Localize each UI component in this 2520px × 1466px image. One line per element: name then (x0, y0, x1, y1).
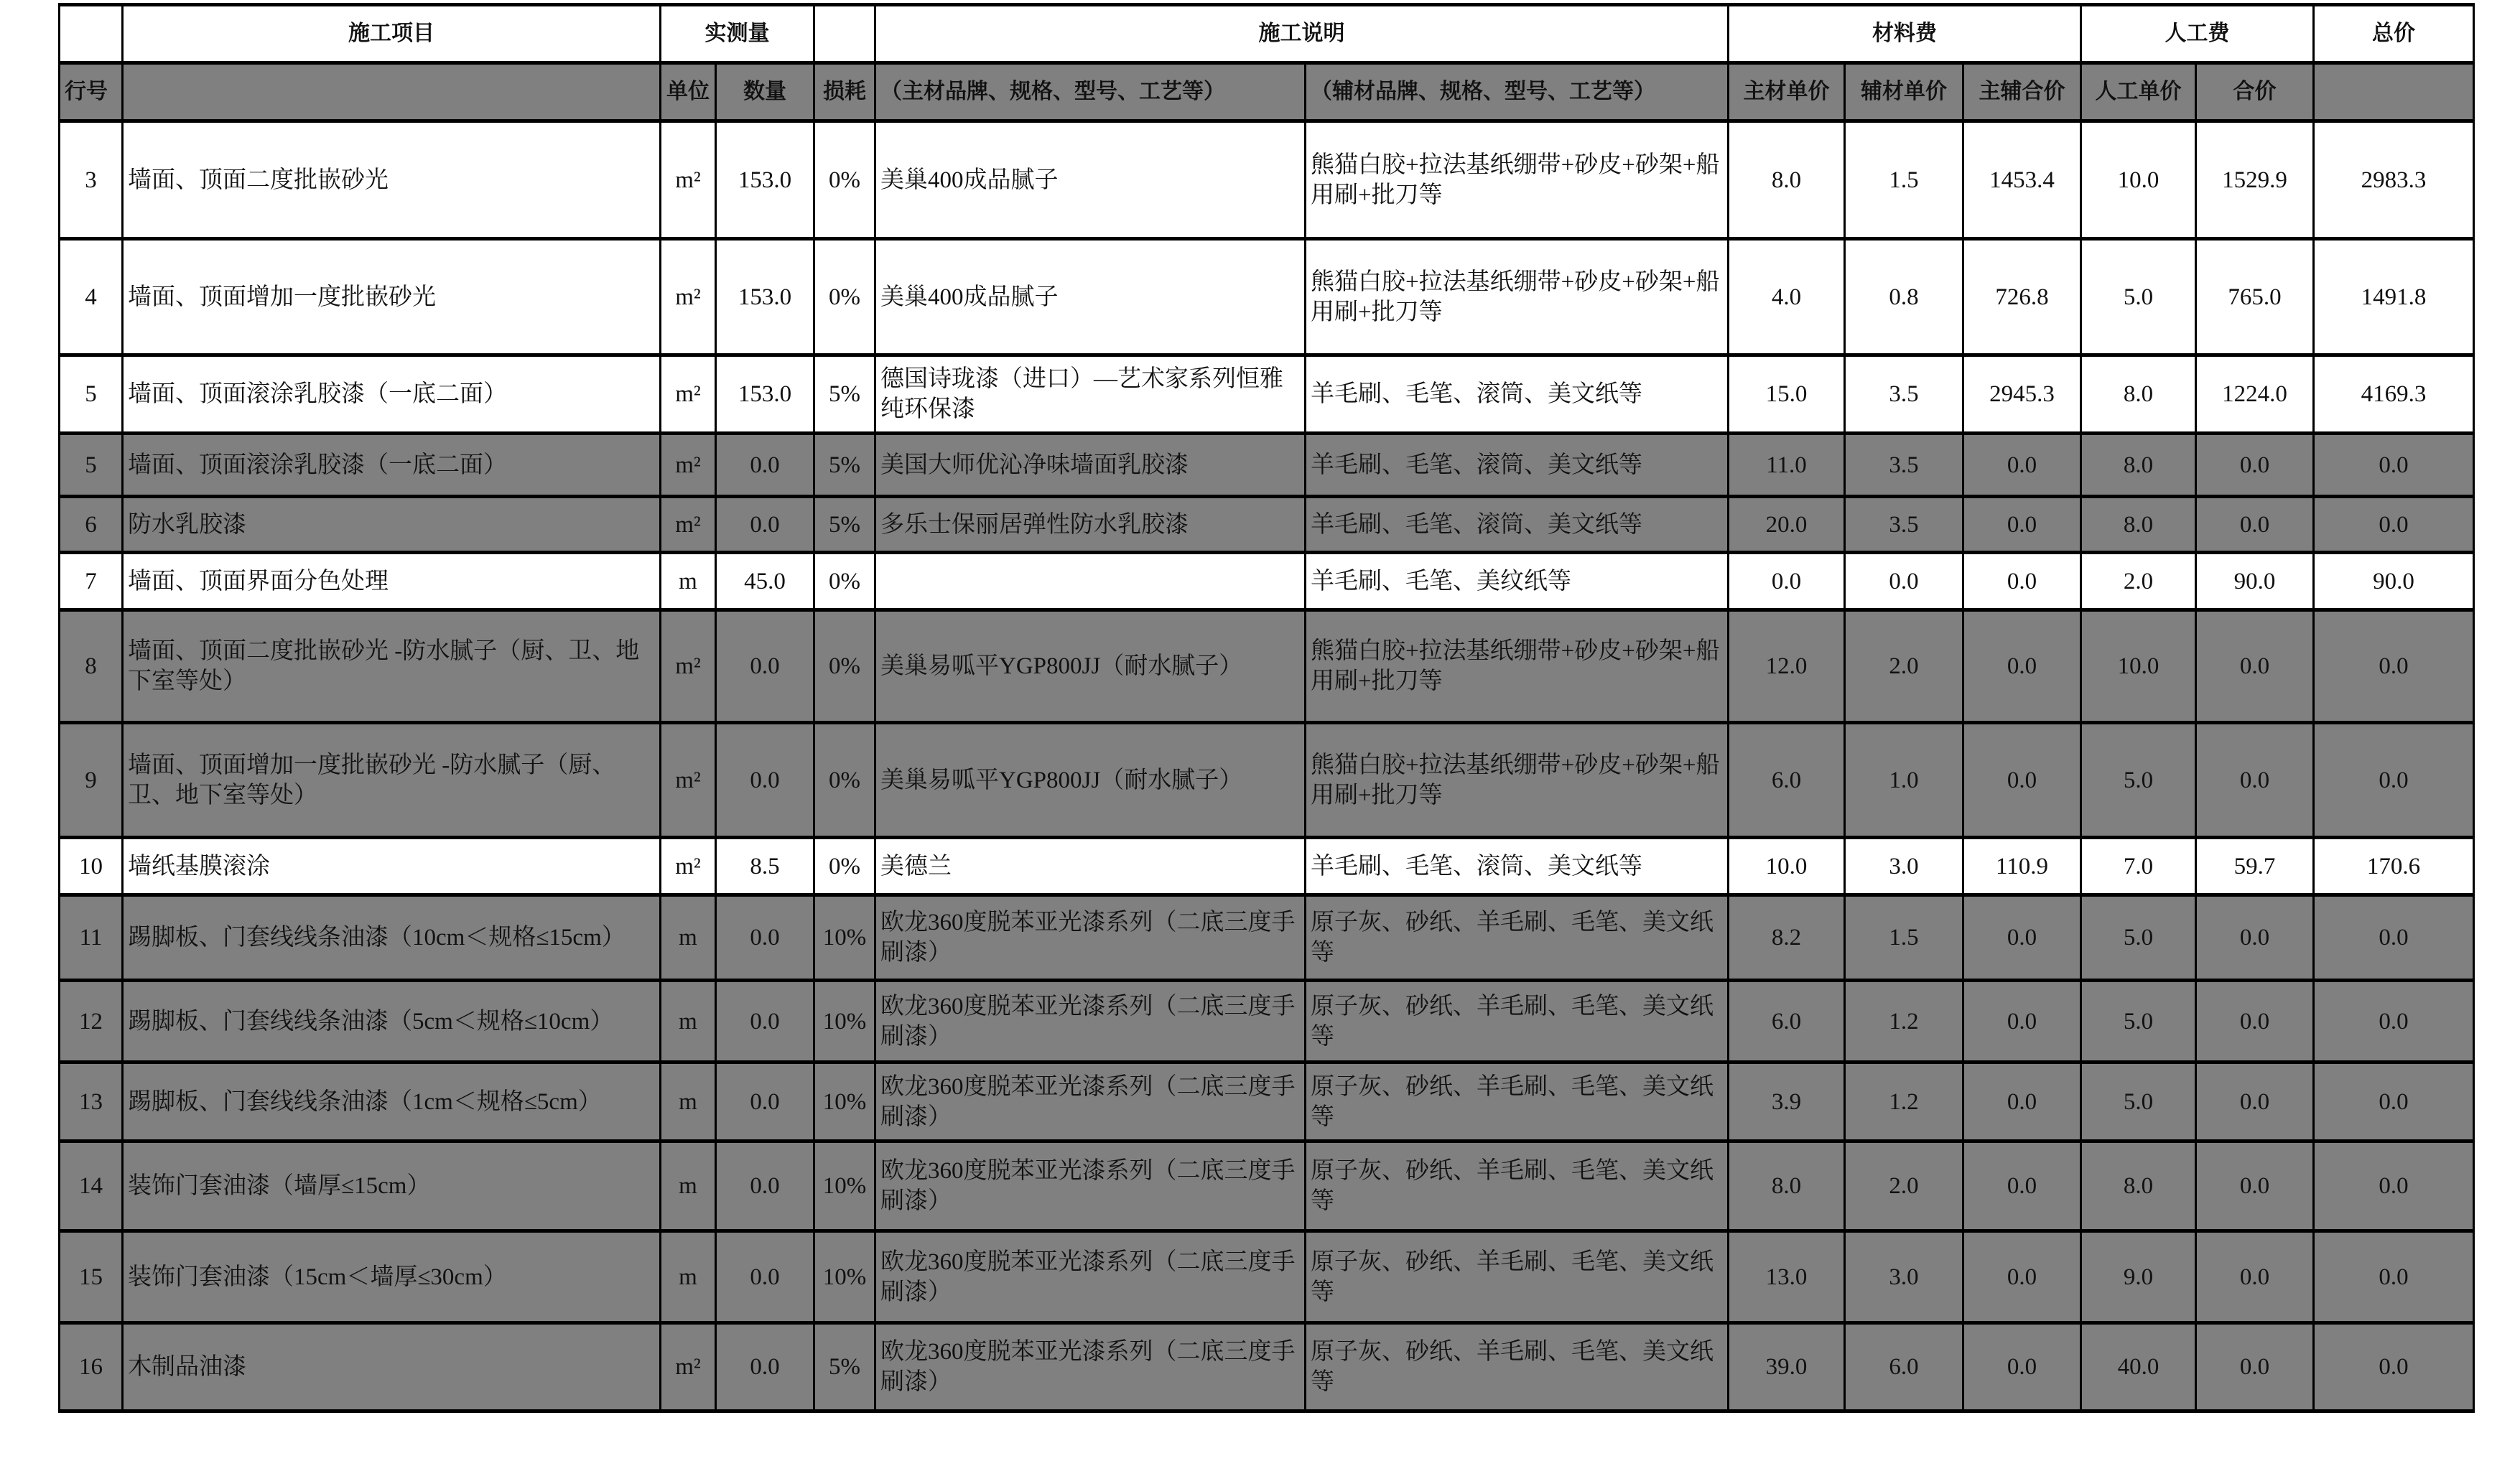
cell-quantity: 45.0 (716, 553, 814, 610)
cell-item-name: 踢脚板、门套线线条油漆（5cm＜规格≤10cm） (123, 981, 661, 1063)
cell-unit: m (661, 1063, 716, 1141)
quote-table (58, 3, 2475, 1413)
cell-main-price: 20.0 (1729, 497, 1845, 553)
cell-item-name: 装饰门套油漆（15cm＜墙厚≤30cm） (123, 1231, 661, 1323)
cell-labor-price: 5.0 (2081, 723, 2196, 838)
cell-total-price: 0.0 (2314, 1141, 2474, 1231)
cell-unit: m (661, 1141, 716, 1231)
cell-labor-sum: 0.0 (2196, 1063, 2314, 1141)
cell-unit: m² (661, 121, 716, 239)
cell-aux-material: 原子灰、砂纸、羊毛刷、毛笔、美文纸等 (1306, 981, 1729, 1063)
cell-item-name: 墙纸基膜滚涂 (123, 838, 661, 895)
cell-row-number: 11 (60, 895, 123, 981)
cell-main-price: 8.0 (1729, 121, 1845, 239)
cell-loss: 5% (814, 1323, 875, 1411)
cell-total-price: 0.0 (2314, 434, 2474, 497)
cell-unit: m² (661, 497, 716, 553)
header-material: 材料费 (1729, 5, 2081, 63)
cell-loss: 10% (814, 895, 875, 981)
cell-labor-price: 7.0 (2081, 838, 2196, 895)
cell-item-name: 踢脚板、门套线线条油漆（1cm＜规格≤5cm） (123, 1063, 661, 1141)
cell-main-material: 欧龙360度脱苯亚光漆系列（二底三度手刷漆） (875, 981, 1306, 1063)
cell-main-material: 美巢400成品腻子 (875, 239, 1306, 355)
header-loss: 损耗 (814, 63, 875, 121)
cell-material-sum: 0.0 (1963, 1063, 2081, 1141)
cell-main-material: 欧龙360度脱苯亚光漆系列（二底三度手刷漆） (875, 1323, 1306, 1411)
cell-loss: 5% (814, 434, 875, 497)
cell-main-price: 13.0 (1729, 1231, 1845, 1323)
cell-aux-material: 熊猫白胶+拉法基纸绷带+砂皮+砂架+船用刷+批刀等 (1306, 121, 1729, 239)
cell-main-material: 德国诗珑漆（进口）—艺术家系列恒雅纯环保漆 (875, 355, 1306, 434)
cell-unit: m (661, 981, 716, 1063)
cell-material-sum: 0.0 (1963, 1141, 2081, 1231)
cell-quantity: 153.0 (716, 239, 814, 355)
cell-labor-price: 5.0 (2081, 895, 2196, 981)
cell-labor-sum: 0.0 (2196, 1231, 2314, 1323)
cell-aux-material: 羊毛刷、毛笔、美纹纸等 (1306, 553, 1729, 610)
cell-aux-material: 羊毛刷、毛笔、滚筒、美文纸等 (1306, 355, 1729, 434)
cell-row-number: 9 (60, 723, 123, 838)
cell-main-material: 多乐士保丽居弹性防水乳胶漆 (875, 497, 1306, 553)
cell-labor-sum: 0.0 (2196, 895, 2314, 981)
header-labor: 人工费 (2081, 5, 2314, 63)
header-main-material: （主材品牌、规格、型号、工艺等） (875, 63, 1306, 121)
cell-total-price: 1491.8 (2314, 239, 2474, 355)
cell-aux-price: 3.0 (1845, 1231, 1963, 1323)
cell-quantity: 0.0 (716, 610, 814, 723)
cell-material-sum: 1453.4 (1963, 121, 2081, 239)
cell-loss: 10% (814, 1141, 875, 1231)
cell-aux-price: 1.5 (1845, 121, 1963, 239)
cell-row-number: 12 (60, 981, 123, 1063)
cell-loss: 0% (814, 838, 875, 895)
cell-loss: 10% (814, 1231, 875, 1323)
cell-labor-sum: 0.0 (2196, 981, 2314, 1063)
cell-aux-material: 原子灰、砂纸、羊毛刷、毛笔、美文纸等 (1306, 1141, 1729, 1231)
cell-unit: m (661, 553, 716, 610)
cell-labor-sum: 0.0 (2196, 1141, 2314, 1231)
cell-item-name: 墙面、顶面二度批嵌砂光 -防水腻子（厨、卫、地下室等处） (123, 610, 661, 723)
cell-unit: m² (661, 355, 716, 434)
cell-aux-price: 0.0 (1845, 553, 1963, 610)
cell-unit: m² (661, 434, 716, 497)
table-row (60, 553, 2474, 610)
header-total-blank (2314, 63, 2474, 121)
cell-row-number: 13 (60, 1063, 123, 1141)
header-row-groups (60, 5, 2474, 63)
header-main-price: 主材单价 (1729, 63, 1845, 121)
cell-aux-material: 原子灰、砂纸、羊毛刷、毛笔、美文纸等 (1306, 895, 1729, 981)
cell-aux-price: 2.0 (1845, 610, 1963, 723)
table-row (60, 723, 2474, 838)
cell-item-name: 墙面、顶面增加一度批嵌砂光 (123, 239, 661, 355)
cell-loss: 0% (814, 121, 875, 239)
cell-item-name: 墙面、顶面增加一度批嵌砂光 -防水腻子（厨、卫、地下室等处） (123, 723, 661, 838)
cell-aux-material: 原子灰、砂纸、羊毛刷、毛笔、美文纸等 (1306, 1063, 1729, 1141)
cell-main-price: 15.0 (1729, 355, 1845, 434)
cell-row-number: 3 (60, 121, 123, 239)
cell-quantity: 0.0 (716, 434, 814, 497)
cell-labor-price: 8.0 (2081, 434, 2196, 497)
cell-loss: 0% (814, 239, 875, 355)
table-row (60, 1141, 2474, 1231)
cell-main-material: 美德兰 (875, 838, 1306, 895)
header-aux-price: 辅材单价 (1845, 63, 1963, 121)
header-aux-material: （辅材品牌、规格、型号、工艺等） (1306, 63, 1729, 121)
cell-unit: m (661, 1231, 716, 1323)
cell-labor-price: 2.0 (2081, 553, 2196, 610)
header-item: 施工项目 (123, 5, 661, 63)
cell-labor-price: 9.0 (2081, 1231, 2196, 1323)
cell-main-material: 欧龙360度脱苯亚光漆系列（二底三度手刷漆） (875, 1231, 1306, 1323)
cell-item-name: 防水乳胶漆 (123, 497, 661, 553)
cell-aux-price: 1.2 (1845, 981, 1963, 1063)
cell-main-material: 欧龙360度脱苯亚光漆系列（二底三度手刷漆） (875, 895, 1306, 981)
cell-main-material: 美巢易呱平YGP800JJ（耐水腻子） (875, 723, 1306, 838)
cell-aux-price: 0.8 (1845, 239, 1963, 355)
cell-labor-price: 8.0 (2081, 355, 2196, 434)
cell-row-number: 8 (60, 610, 123, 723)
cell-aux-material: 羊毛刷、毛笔、滚筒、美文纸等 (1306, 434, 1729, 497)
cell-row-number: 7 (60, 553, 123, 610)
cell-main-material: 美国大师优沁净味墙面乳胶漆 (875, 434, 1306, 497)
cell-labor-sum: 0.0 (2196, 1323, 2314, 1411)
table-row (60, 981, 2474, 1063)
cell-quantity: 153.0 (716, 121, 814, 239)
cell-total-price: 0.0 (2314, 981, 2474, 1063)
cell-main-price: 39.0 (1729, 1323, 1845, 1411)
cell-main-material: 美巢易呱平YGP800JJ（耐水腻子） (875, 610, 1306, 723)
cell-total-price: 90.0 (2314, 553, 2474, 610)
header-item-blank (123, 63, 661, 121)
cell-main-price: 6.0 (1729, 981, 1845, 1063)
cell-unit: m² (661, 838, 716, 895)
cell-total-price: 0.0 (2314, 723, 2474, 838)
cell-aux-price: 1.5 (1845, 895, 1963, 981)
cell-material-sum: 726.8 (1963, 239, 2081, 355)
header-quantity: 数量 (716, 63, 814, 121)
cell-material-sum: 0.0 (1963, 434, 2081, 497)
cell-total-price: 0.0 (2314, 1231, 2474, 1323)
cell-quantity: 0.0 (716, 1231, 814, 1323)
cell-labor-sum: 90.0 (2196, 553, 2314, 610)
cell-aux-price: 6.0 (1845, 1323, 1963, 1411)
cell-unit: m (661, 895, 716, 981)
cell-labor-sum: 765.0 (2196, 239, 2314, 355)
cell-aux-material: 熊猫白胶+拉法基纸绷带+砂皮+砂架+船用刷+批刀等 (1306, 723, 1729, 838)
cell-main-material: 美巢400成品腻子 (875, 121, 1306, 239)
table-row (60, 1231, 2474, 1323)
cell-labor-price: 8.0 (2081, 497, 2196, 553)
cell-labor-price: 8.0 (2081, 1141, 2196, 1231)
cell-material-sum: 0.0 (1963, 497, 2081, 553)
cell-unit: m² (661, 610, 716, 723)
cell-loss: 10% (814, 981, 875, 1063)
cell-aux-price: 1.0 (1845, 723, 1963, 838)
cell-labor-price: 5.0 (2081, 239, 2196, 355)
cell-aux-price: 3.0 (1845, 838, 1963, 895)
cell-aux-material: 羊毛刷、毛笔、滚筒、美文纸等 (1306, 838, 1729, 895)
table-row (60, 434, 2474, 497)
cell-total-price: 0.0 (2314, 497, 2474, 553)
table-row (60, 497, 2474, 553)
cell-item-name: 墙面、顶面二度批嵌砂光 (123, 121, 661, 239)
header-blank (60, 5, 123, 63)
header-labor-sum: 合价 (2196, 63, 2314, 121)
cell-aux-material: 原子灰、砂纸、羊毛刷、毛笔、美文纸等 (1306, 1323, 1729, 1411)
cell-main-price: 8.2 (1729, 895, 1845, 981)
cell-quantity: 0.0 (716, 723, 814, 838)
cell-row-number: 4 (60, 239, 123, 355)
cell-item-name: 装饰门套油漆（墙厚≤15cm） (123, 1141, 661, 1231)
cell-row-number: 10 (60, 838, 123, 895)
cell-loss: 10% (814, 1063, 875, 1141)
cell-labor-price: 5.0 (2081, 1063, 2196, 1141)
cell-total-price: 2983.3 (2314, 121, 2474, 239)
cell-main-price: 10.0 (1729, 838, 1845, 895)
cell-aux-material: 羊毛刷、毛笔、滚筒、美文纸等 (1306, 497, 1729, 553)
cell-item-name: 墙面、顶面滚涂乳胶漆（一底二面） (123, 355, 661, 434)
table-row (60, 1063, 2474, 1141)
cell-material-sum: 0.0 (1963, 723, 2081, 838)
cell-material-sum: 0.0 (1963, 1323, 2081, 1411)
cell-main-price: 0.0 (1729, 553, 1845, 610)
cell-total-price: 0.0 (2314, 1323, 2474, 1411)
cell-main-price: 3.9 (1729, 1063, 1845, 1141)
table-row (60, 121, 2474, 239)
cell-item-name: 墙面、顶面滚涂乳胶漆（一底二面） (123, 434, 661, 497)
cell-material-sum: 0.0 (1963, 553, 2081, 610)
cell-material-sum: 0.0 (1963, 610, 2081, 723)
cell-aux-material: 原子灰、砂纸、羊毛刷、毛笔、美文纸等 (1306, 1231, 1729, 1323)
table-row (60, 355, 2474, 434)
cell-row-number: 14 (60, 1141, 123, 1231)
cell-main-price: 6.0 (1729, 723, 1845, 838)
header-row-sub (60, 63, 2474, 121)
cell-labor-price: 5.0 (2081, 981, 2196, 1063)
cell-labor-sum: 1224.0 (2196, 355, 2314, 434)
header-unit: 单位 (661, 63, 716, 121)
cell-unit: m² (661, 723, 716, 838)
cell-main-material (875, 553, 1306, 610)
cell-quantity: 153.0 (716, 355, 814, 434)
header-total: 总价 (2314, 5, 2474, 63)
table-row (60, 1323, 2474, 1411)
cell-row-number: 16 (60, 1323, 123, 1411)
cell-aux-price: 3.5 (1845, 355, 1963, 434)
cell-total-price: 4169.3 (2314, 355, 2474, 434)
table-row (60, 838, 2474, 895)
cell-material-sum: 0.0 (1963, 981, 2081, 1063)
cell-aux-material: 熊猫白胶+拉法基纸绷带+砂皮+砂架+船用刷+批刀等 (1306, 610, 1729, 723)
cell-unit: m² (661, 239, 716, 355)
cell-quantity: 0.0 (716, 497, 814, 553)
cell-material-sum: 110.9 (1963, 838, 2081, 895)
table-row (60, 239, 2474, 355)
cell-labor-sum: 0.0 (2196, 497, 2314, 553)
cell-main-price: 8.0 (1729, 1141, 1845, 1231)
cell-total-price: 0.0 (2314, 1063, 2474, 1141)
cell-quantity: 0.0 (716, 1141, 814, 1231)
cell-row-number: 6 (60, 497, 123, 553)
header-row-no: 行号 (60, 63, 123, 121)
cell-aux-price: 2.0 (1845, 1141, 1963, 1231)
cell-labor-sum: 59.7 (2196, 838, 2314, 895)
cell-loss: 0% (814, 610, 875, 723)
header-labor-price: 人工单价 (2081, 63, 2196, 121)
cell-loss: 0% (814, 723, 875, 838)
cell-labor-price: 10.0 (2081, 121, 2196, 239)
cell-item-name: 木制品油漆 (123, 1323, 661, 1411)
cell-labor-sum: 0.0 (2196, 723, 2314, 838)
cell-material-sum: 0.0 (1963, 895, 2081, 981)
cell-material-sum: 0.0 (1963, 1231, 2081, 1323)
cell-aux-material: 熊猫白胶+拉法基纸绷带+砂皮+砂架+船用刷+批刀等 (1306, 239, 1729, 355)
cell-aux-price: 3.5 (1845, 497, 1963, 553)
cell-main-price: 12.0 (1729, 610, 1845, 723)
cell-main-material: 欧龙360度脱苯亚光漆系列（二底三度手刷漆） (875, 1141, 1306, 1231)
cell-quantity: 0.0 (716, 1063, 814, 1141)
cell-quantity: 8.5 (716, 838, 814, 895)
cell-unit: m² (661, 1323, 716, 1411)
cell-total-price: 0.0 (2314, 895, 2474, 981)
cell-labor-price: 40.0 (2081, 1323, 2196, 1411)
cell-labor-sum: 0.0 (2196, 434, 2314, 497)
cell-labor-price: 10.0 (2081, 610, 2196, 723)
cell-item-name: 踢脚板、门套线线条油漆（10cm＜规格≤15cm） (123, 895, 661, 981)
cell-material-sum: 2945.3 (1963, 355, 2081, 434)
cell-main-price: 4.0 (1729, 239, 1845, 355)
cell-loss: 0% (814, 553, 875, 610)
cell-main-material: 欧龙360度脱苯亚光漆系列（二底三度手刷漆） (875, 1063, 1306, 1141)
cell-quantity: 0.0 (716, 1323, 814, 1411)
cell-labor-sum: 0.0 (2196, 610, 2314, 723)
table-row (60, 895, 2474, 981)
cell-item-name: 墙面、顶面界面分色处理 (123, 553, 661, 610)
cell-total-price: 170.6 (2314, 838, 2474, 895)
cell-quantity: 0.0 (716, 895, 814, 981)
cell-row-number: 15 (60, 1231, 123, 1323)
cell-loss: 5% (814, 355, 875, 434)
header-description: 施工说明 (875, 5, 1729, 63)
cell-row-number: 5 (60, 434, 123, 497)
cell-quantity: 0.0 (716, 981, 814, 1063)
header-measure: 实测量 (661, 5, 814, 63)
header-material-sum: 主辅合价 (1963, 63, 2081, 121)
table-row (60, 610, 2474, 723)
cell-main-price: 11.0 (1729, 434, 1845, 497)
cell-aux-price: 1.2 (1845, 1063, 1963, 1141)
cell-loss: 5% (814, 497, 875, 553)
cell-labor-sum: 1529.9 (2196, 121, 2314, 239)
cell-row-number: 5 (60, 355, 123, 434)
header-blank-loss (814, 5, 875, 63)
cell-aux-price: 3.5 (1845, 434, 1963, 497)
cell-total-price: 0.0 (2314, 610, 2474, 723)
